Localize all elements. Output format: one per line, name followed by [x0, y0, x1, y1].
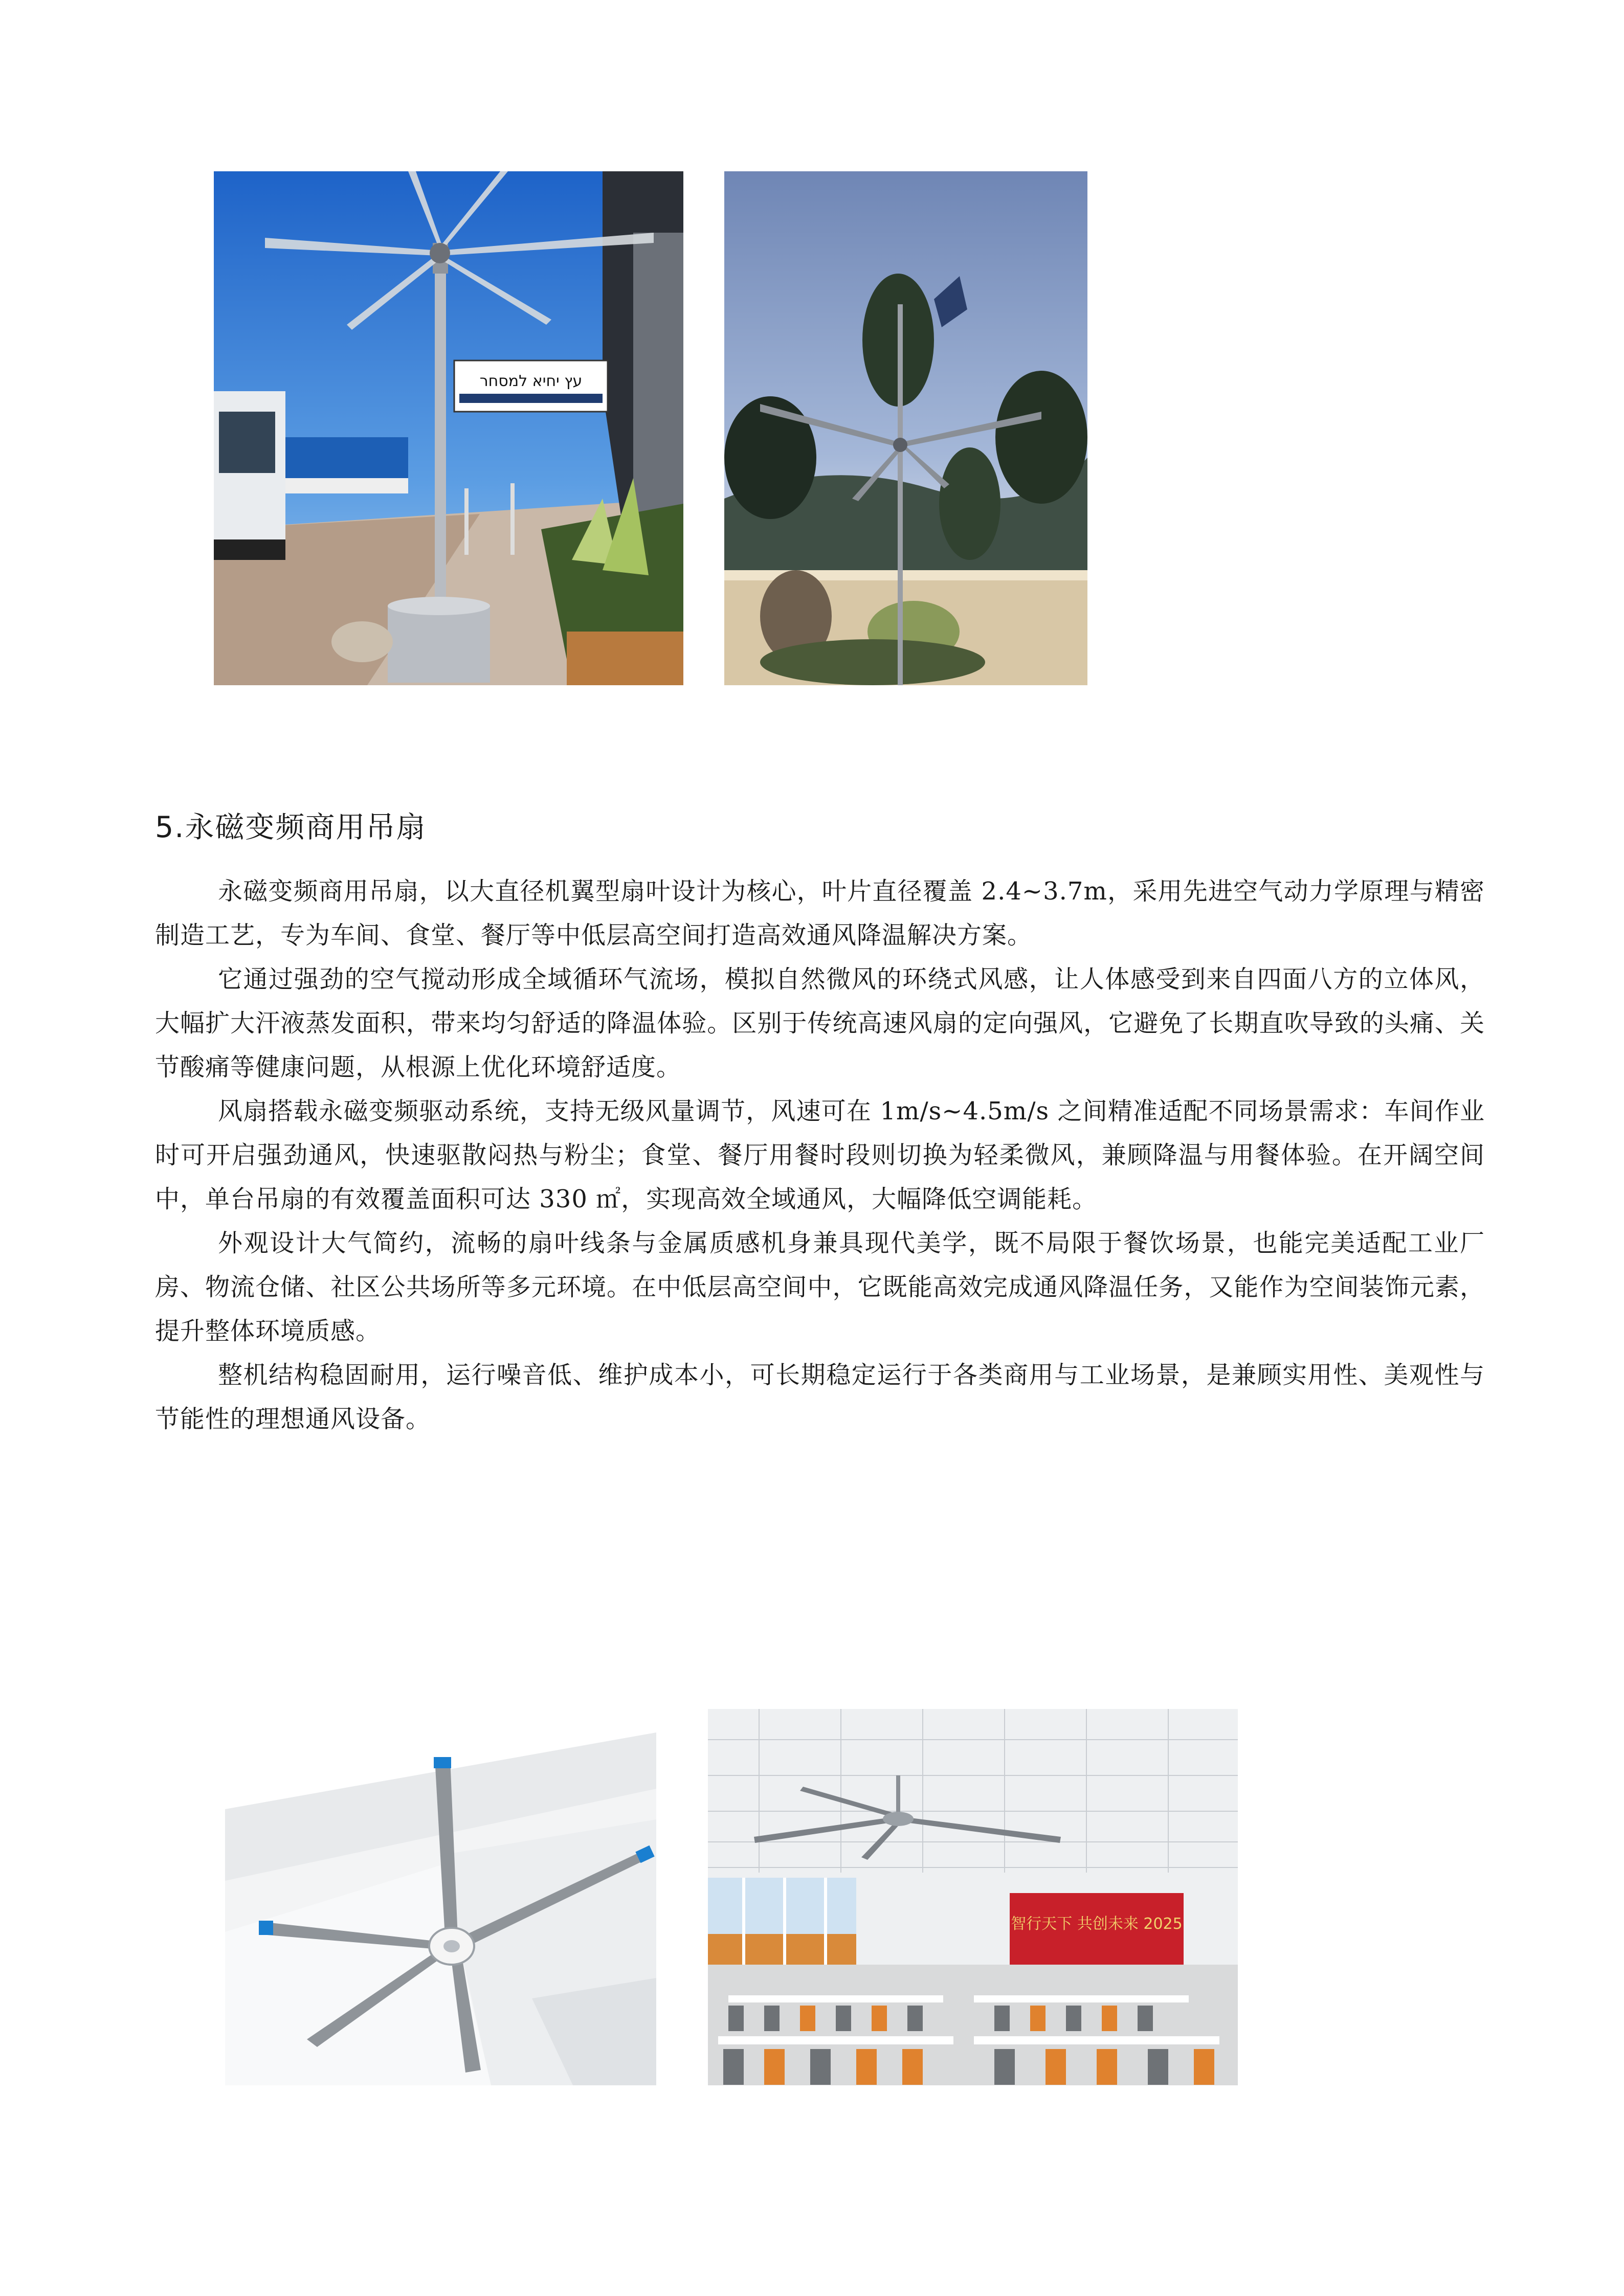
- canteen-fan-photo: [708, 1709, 1238, 2085]
- body-text: [155, 869, 1485, 1441]
- paragraph-durability: 整机结构稳固耐用，运行噪音低、维护成本小，可长期稳定运行于各类商用与工业场景，是兼顾实用性、美观性与节能性的理想通风设备。: [155, 1361, 1485, 1433]
- paragraph-airflow: 它通过强劲的空气搅动形成全域循环气流场，模拟自然微风的环绕式风感，让人体感受到来自四面八方的立体风，大幅扩大汗液蒸发面积，带来均匀舒适的降温体验。区别于传统高速风扇的定向强风，它避免了长期直吹导致的头痛、关节酸痛等健康问题，从根源上优化环境舒适度。: [155, 965, 1485, 1082]
- section-heading: 5.永磁变频商用吊扇: [155, 811, 427, 844]
- paragraph-drive-system: 风扇搭载永磁变频驱动系统，支持无级风量调节，风速可在 1m/s~4.5m/s 之间精准适配不同场景需求：车间作业时可开启强劲通风，快速驱散闷热与粉尘；食堂、餐厅用餐时段则切换为轻柔微风，兼顾降温与用餐体验。在开阔空间中，单台吊扇的有效覆盖面积可达 330 ㎡，实现高效全域通风，大幅降低空调能耗。: [155, 1097, 1485, 1213]
- paragraph-intro: 永磁变频商用吊扇，以大直径机翼型扇叶设计为核心，叶片直径覆盖 2.4~3.7m，采用先进空气动力学原理与精密制造工艺，专为车间、食堂、餐厅等中低层高空间打造高效通风降温解决方案。: [155, 877, 1485, 950]
- ceiling-fan-closeup-photo: [225, 1712, 656, 2085]
- paragraph-design: 外观设计大气简约，流畅的扇叶线条与金属质感机身兼具现代美学，既不局限于餐饮场景，也能完美适配工业厂房、物流仓储、社区公共场所等多元环境。在中低层高空间中，它既能高效完成通风降温任务，又能作为空间装饰元素，提升整体环境质感。: [155, 1229, 1485, 1345]
- sign-text: עץ יחיא למסחר: [479, 372, 583, 390]
- outdoor-street-fan-photo: [214, 171, 683, 685]
- banner-text: 智行天下 共创未来 2025: [1011, 1915, 1183, 1933]
- garden-dusk-fan-photo: [724, 171, 1087, 685]
